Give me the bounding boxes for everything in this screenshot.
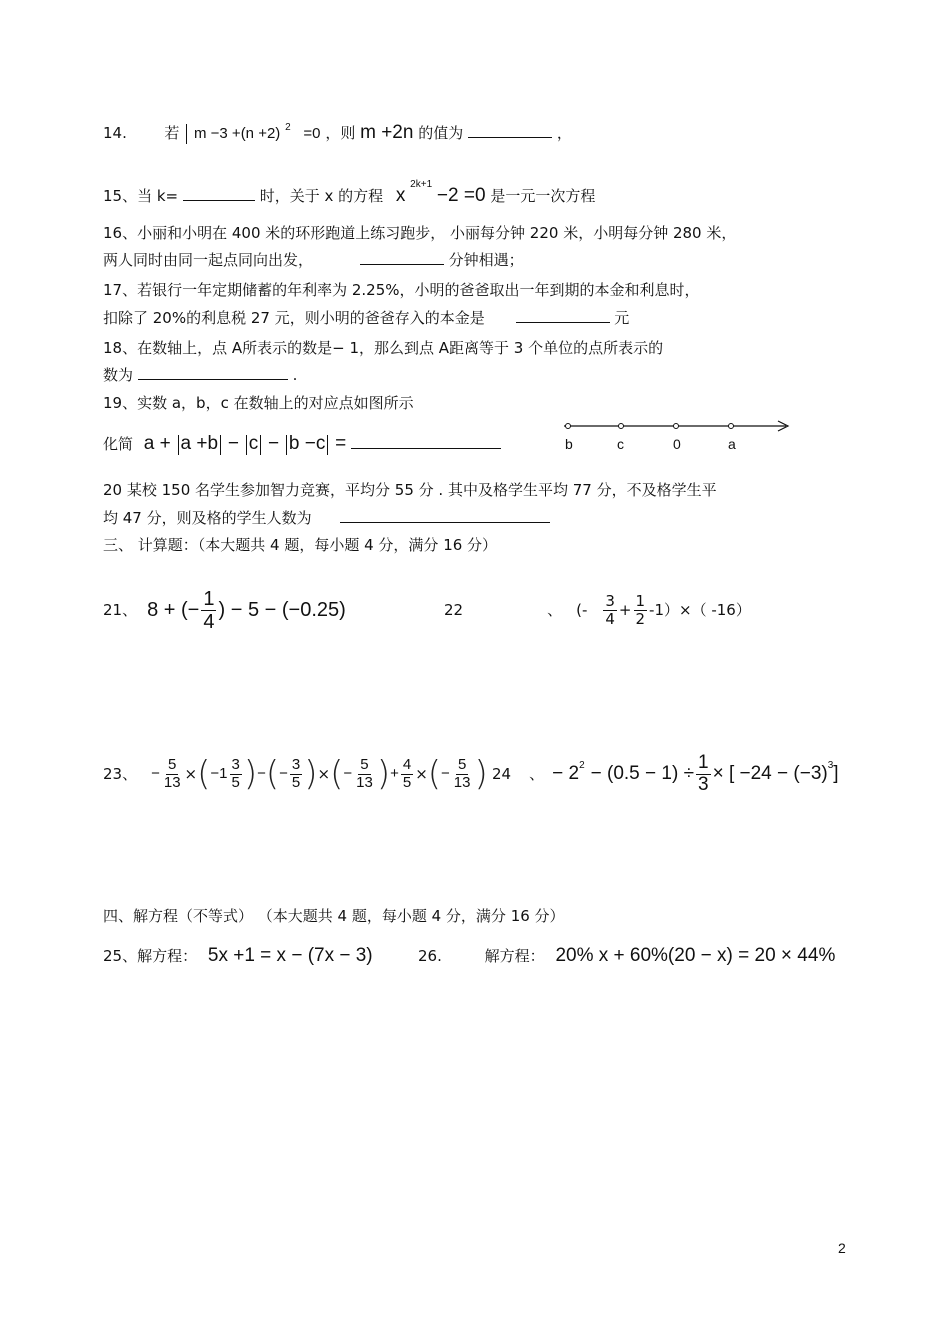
question-18-line1: 18、在数轴上，点 A所表示的数是− 1，那么到点 A距离等于 3 个单位的点所表示的 bbox=[103, 339, 664, 357]
fraction: $\frac{4}{5}$ bbox=[402, 756, 412, 791]
question-20-line1: 20 某校 150 名学生参加智力竞赛，平均分 55 分 . 其中及格学生平均 77 分，不及格学生平 bbox=[103, 481, 717, 499]
fraction: $\frac{1}{3}$ bbox=[698, 751, 709, 795]
section-4-heading: 四、解方程（不等式） （本大题共 4 题，每小题 4 分，满分 16 分） bbox=[103, 907, 565, 925]
axis-label-a: a bbox=[728, 436, 736, 452]
question-18-line2: 数为 . bbox=[103, 366, 298, 384]
question-15: 15、当 k= 时，关于 x 的方程 x $^{2k+1}$ −2 =0 是一元一次方程 bbox=[103, 179, 596, 206]
question-number: 14. bbox=[103, 124, 127, 142]
question-17-line2: 扣除了 20%的利息税 27 元，则小明的爸爸存入的本金是 元 bbox=[103, 309, 630, 327]
fraction: $\frac{3}{5}$ bbox=[231, 756, 240, 791]
fraction: $\frac{3}{4}$ bbox=[605, 592, 615, 628]
page-number: 2 bbox=[838, 1240, 846, 1256]
question-16-line2: 两人同时由同一起点同向出发， 分钟相遇； bbox=[103, 251, 524, 269]
point-a bbox=[729, 424, 734, 429]
section-3-heading: 三、 计算题：（本大题共 4 题，每小题 4 分，满分 16 分） bbox=[103, 536, 498, 554]
question-26: 26. 解方程： 20% x + 60%(20 − x) = 20 × 44% bbox=[418, 945, 836, 966]
question-16-line1: 16、小丽和小明在 400 米的环形跑道上练习跑步， 小丽每分钟 220 米，小明每分钟 280 米， bbox=[103, 224, 737, 242]
question-25: 25、解方程： 5x +1 = x − (7x − 3) bbox=[103, 945, 373, 966]
abs-bar bbox=[186, 124, 187, 144]
question-24: 24 、 − 2 2 − (0.5 − 1) ÷ $\frac{1}{3}$ × [ −24 − (−3) 3 ] bbox=[492, 751, 839, 795]
question-23: 23、 − $\frac{5}{13}$ × ( −1 $\frac{3}{5}$ ) − ( − $\frac{3}{5}$ ) × ( − $\frac{5}{13}$ ) + $\frac{4}{5}$ × ( − $\frac{5}{13}$ ) bbox=[103, 754, 488, 794]
answer-blank[interactable] bbox=[138, 365, 288, 380]
answer-blank[interactable] bbox=[516, 308, 610, 323]
point-c bbox=[619, 424, 624, 429]
answer-blank[interactable] bbox=[468, 123, 552, 138]
answer-blank[interactable] bbox=[351, 434, 501, 449]
answer-blank[interactable] bbox=[360, 250, 444, 265]
fraction: $\frac{5}{13}$ bbox=[163, 756, 181, 791]
question-19-expression: 化简 a + a +b − c − b −c = bbox=[103, 434, 501, 455]
answer-blank[interactable] bbox=[183, 186, 255, 201]
fraction: $\frac{1}{4}$ bbox=[203, 587, 215, 633]
question-19-line1: 19、实数 a，b，c 在数轴上的对应点如图所示 bbox=[103, 394, 414, 412]
fraction: $\frac{5}{13}$ bbox=[356, 756, 373, 791]
point-0 bbox=[674, 424, 679, 429]
axis-label-b: b bbox=[565, 436, 573, 452]
question-22: 22 、 (- $\frac{3}{4}$ + $\frac{1}{2}$ -1）×（ -16） bbox=[444, 592, 751, 628]
fraction: $\frac{3}{5}$ bbox=[291, 756, 301, 791]
axis-label-0: 0 bbox=[673, 436, 681, 452]
point-b bbox=[566, 424, 571, 429]
question-20-line2: 均 47 分，则及格的学生人数为 bbox=[103, 508, 550, 528]
fraction: $\frac{5}{13}$ bbox=[453, 756, 471, 791]
question-17-line1: 17、若银行一年定期储蓄的年利率为 2.25%，小明的爸爸取出一年到期的本金和利息时， bbox=[103, 281, 700, 299]
fraction: $\frac{1}{2}$ bbox=[635, 592, 646, 628]
question-21: 21、 8 + (− $\frac{1}{4}$ ) − 5 − (−0.25) bbox=[103, 587, 346, 633]
number-line bbox=[560, 414, 800, 454]
axis-label-c: c bbox=[617, 436, 624, 452]
answer-blank[interactable] bbox=[340, 508, 550, 523]
question-14: 14. 若 m −3 +(n +2) $^2$ =0 ，则 m +2n 的值为 ， bbox=[103, 122, 572, 143]
